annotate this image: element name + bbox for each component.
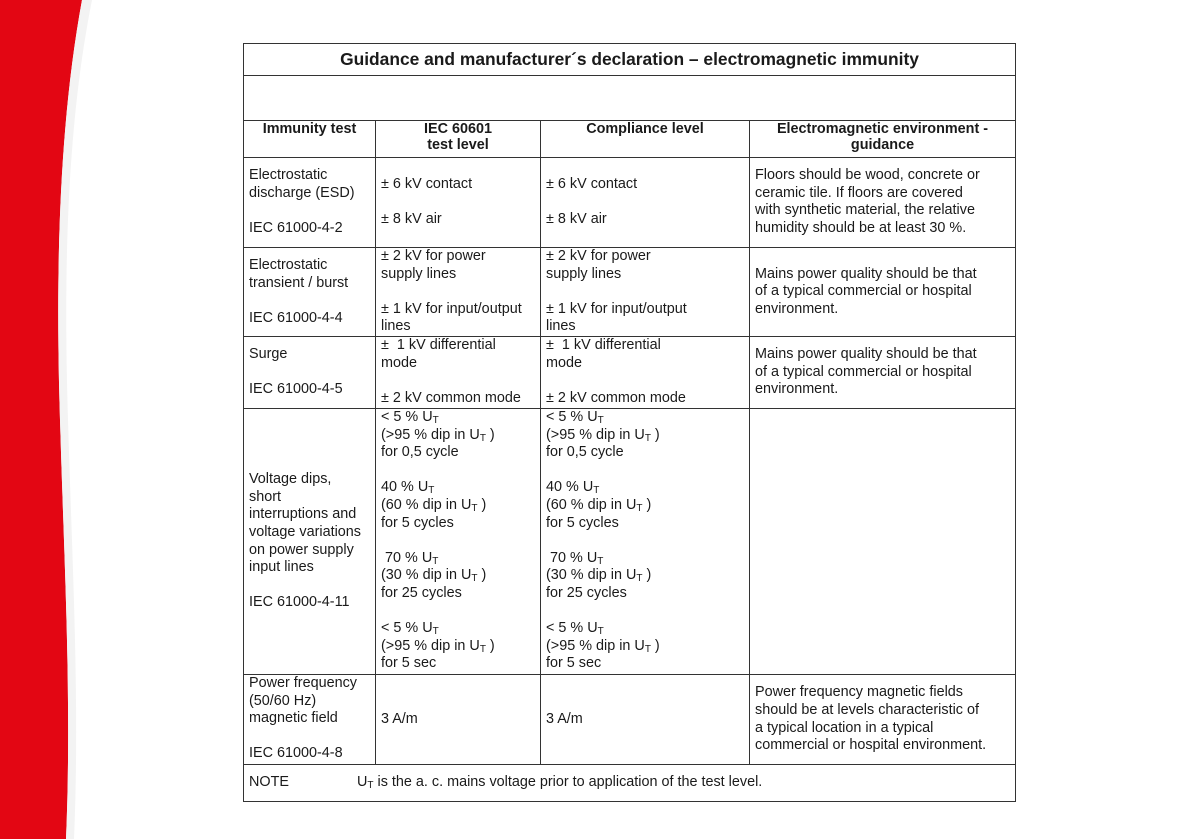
burst-environment-cell: Mains power quality should be that of a typical commercial or hospital environment. — [750, 248, 1016, 337]
pf-iec-cell: 3 A/m — [376, 675, 541, 765]
burst-compliance-cell: ± 2 kV for power supply lines ± 1 kV for input/output lines — [541, 248, 750, 337]
burst-iec-cell: ± 2 kV for power supply lines ± 1 kV for input/output lines — [376, 248, 541, 337]
blank-row — [244, 76, 1016, 121]
pf-compliance-cell: 3 A/m — [541, 675, 750, 765]
esd-compliance-cell: ± 6 kV contact ± 8 kV air — [541, 158, 750, 248]
emc-immunity-table — [243, 43, 1016, 802]
surge-test-cell: Surge IEC 61000-4-5 — [244, 337, 376, 409]
table-row-voltage-dips — [244, 409, 1016, 675]
note-cell: NOTE $U_T$ is the a. c. mains voltage prior to application of the test level. — [244, 765, 1016, 802]
surge-environment-cell: Mains power quality should be that of a typical commercial or hospital environment. — [750, 337, 1016, 409]
dips-compliance-cell: < 5 % $U_T$ (>95 % dip in $U_T$ ) for 0,5 cycle 40 % $U_T$ (60 % dip in $U_T$ ) for 5 cycles 70 % $U_T$ (30 % dip in $U_T$ ) for 25 cycles < 5 % $U_T$ (>95 % dip in $U_T$ ) for 5 sec — [541, 409, 750, 675]
dips-test-cell: Voltage dips, short interruptions and voltage variations on power supply input lines IEC 61000-4-11 — [244, 409, 376, 675]
surge-iec-cell: ± 1 kV differential mode ± 2 kV common mode — [376, 337, 541, 409]
surge-compliance-cell: ± 1 kV differential mode ± 2 kV common mode — [541, 337, 750, 409]
table-row-surge — [244, 337, 1016, 409]
red-brand-band — [0, 0, 110, 839]
blank-cell — [244, 76, 1016, 121]
table-row-esd — [244, 158, 1016, 248]
header-iec-test-level: IEC 60601 test level — [376, 121, 541, 158]
burst-test-cell: Electrostatic transient / burst IEC 61000-4-4 — [244, 248, 376, 337]
title-row — [244, 44, 1016, 76]
table-row-burst — [244, 248, 1016, 337]
esd-environment-cell: Floors should be wood, concrete or ceramic tile. If floors are covered with synthetic material, the relative humidity should be at least 30 %. — [750, 158, 1016, 248]
pf-environment-cell: Power frequency magnetic fields should be at levels characteristic of a typical location in a typical commercial or hospital environment. — [750, 675, 1016, 765]
pf-test-cell: Power frequency (50/60 Hz) magnetic field IEC 61000-4-8 — [244, 675, 376, 765]
table-row-power-frequency — [244, 675, 1016, 765]
note-label: NOTE — [249, 774, 289, 791]
header-compliance-level: Compliance level — [541, 121, 750, 158]
header-row — [244, 121, 1016, 158]
esd-test-cell: Electrostatic discharge (ESD) IEC 61000-4-2 — [244, 158, 376, 248]
esd-iec-cell: ± 6 kV contact ± 8 kV air — [376, 158, 541, 248]
note-text: is the a. c. mains voltage prior to application of the test level. — [373, 774, 763, 791]
dips-iec-cell: < 5 % $U_T$ (>95 % dip in $U_T$ ) for 0,5 cycle 40 % $U_T$ (60 % dip in $U_T$ ) for 5 cycles 70 % $U_T$ (30 % dip in $U_T$ ) for 25 cycles < 5 % $U_T$ (>95 % dip in $U_T$ ) for 5 sec — [376, 409, 541, 675]
table-title: Guidance and manufacturer´s declaration – electromagnetic immunity — [244, 44, 1016, 76]
header-em-environment: Electromagnetic environment - guidance — [750, 121, 1016, 158]
dips-environment-cell — [750, 409, 1016, 675]
note-row — [244, 765, 1016, 802]
header-immunity-test: Immunity test — [244, 121, 376, 158]
